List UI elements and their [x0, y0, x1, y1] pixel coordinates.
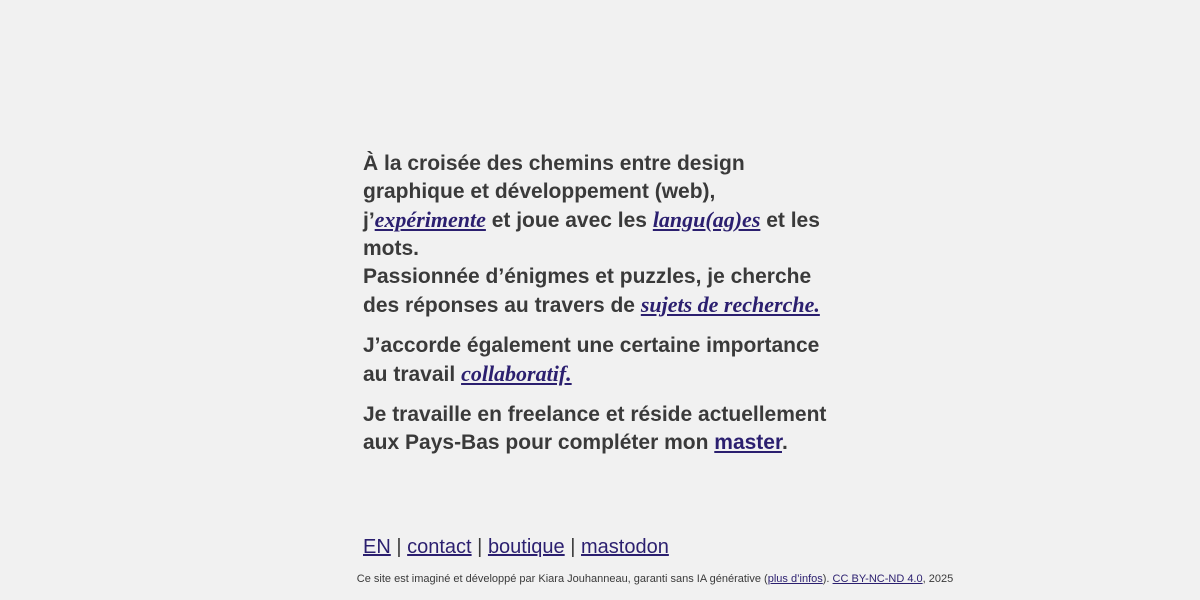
intro-text-1d: Passionnée d’énigmes et puzzles, je cherche des réponses au travers de [363, 265, 812, 317]
footer-text-c: , 2025 [922, 573, 954, 585]
footer [0, 573, 1200, 585]
intro-text-2a: J’accorde également une certaine importance au travail [363, 334, 820, 386]
intro-text-1b: et joue avec les [485, 209, 653, 232]
license-link[interactable]: CC BY-NC-ND 4.0 [832, 573, 923, 585]
intro-text [363, 150, 843, 469]
intro-paragraph-1 [363, 150, 843, 320]
nav-mastodon-link[interactable]: mastodon [581, 536, 669, 558]
plus-infos-link[interactable]: plus d’infos [767, 573, 823, 585]
collaboratif-link[interactable]: collaboratif. [461, 361, 572, 386]
intro-paragraph-3 [363, 401, 843, 457]
nav-en-link[interactable]: EN [363, 536, 391, 558]
langages-link[interactable]: langu(ag)es [652, 207, 761, 232]
intro-text-1a: À la croisée des chemins entre design graphique et développement (web), j’ [363, 152, 745, 232]
intro-paragraph-2 [363, 332, 843, 389]
intro-text-1c: et les mots. [363, 209, 820, 260]
intro-text-3a: Je travaille en freelance et réside actuellement aux Pays-Bas pour compléter mon [363, 403, 827, 454]
master-link[interactable]: master [714, 431, 782, 454]
recherche-link[interactable]: sujets de recherche. [640, 292, 820, 317]
nav-separator: | [396, 536, 402, 558]
nav-separator: | [477, 536, 483, 558]
experimente-link[interactable]: expérimente [374, 207, 486, 232]
nav-boutique-link[interactable]: boutique [487, 536, 565, 558]
footer-text-a: Ce site est imaginé et développé par Kiara Jouhanneau, garanti sans IA générative ( [356, 573, 768, 585]
bottom-nav [363, 534, 669, 560]
nav-contact-link[interactable]: contact [407, 536, 472, 558]
nav-separator: | [570, 536, 576, 558]
intro-text-3b: . [782, 431, 788, 454]
footer-text-b: ). [822, 573, 833, 585]
